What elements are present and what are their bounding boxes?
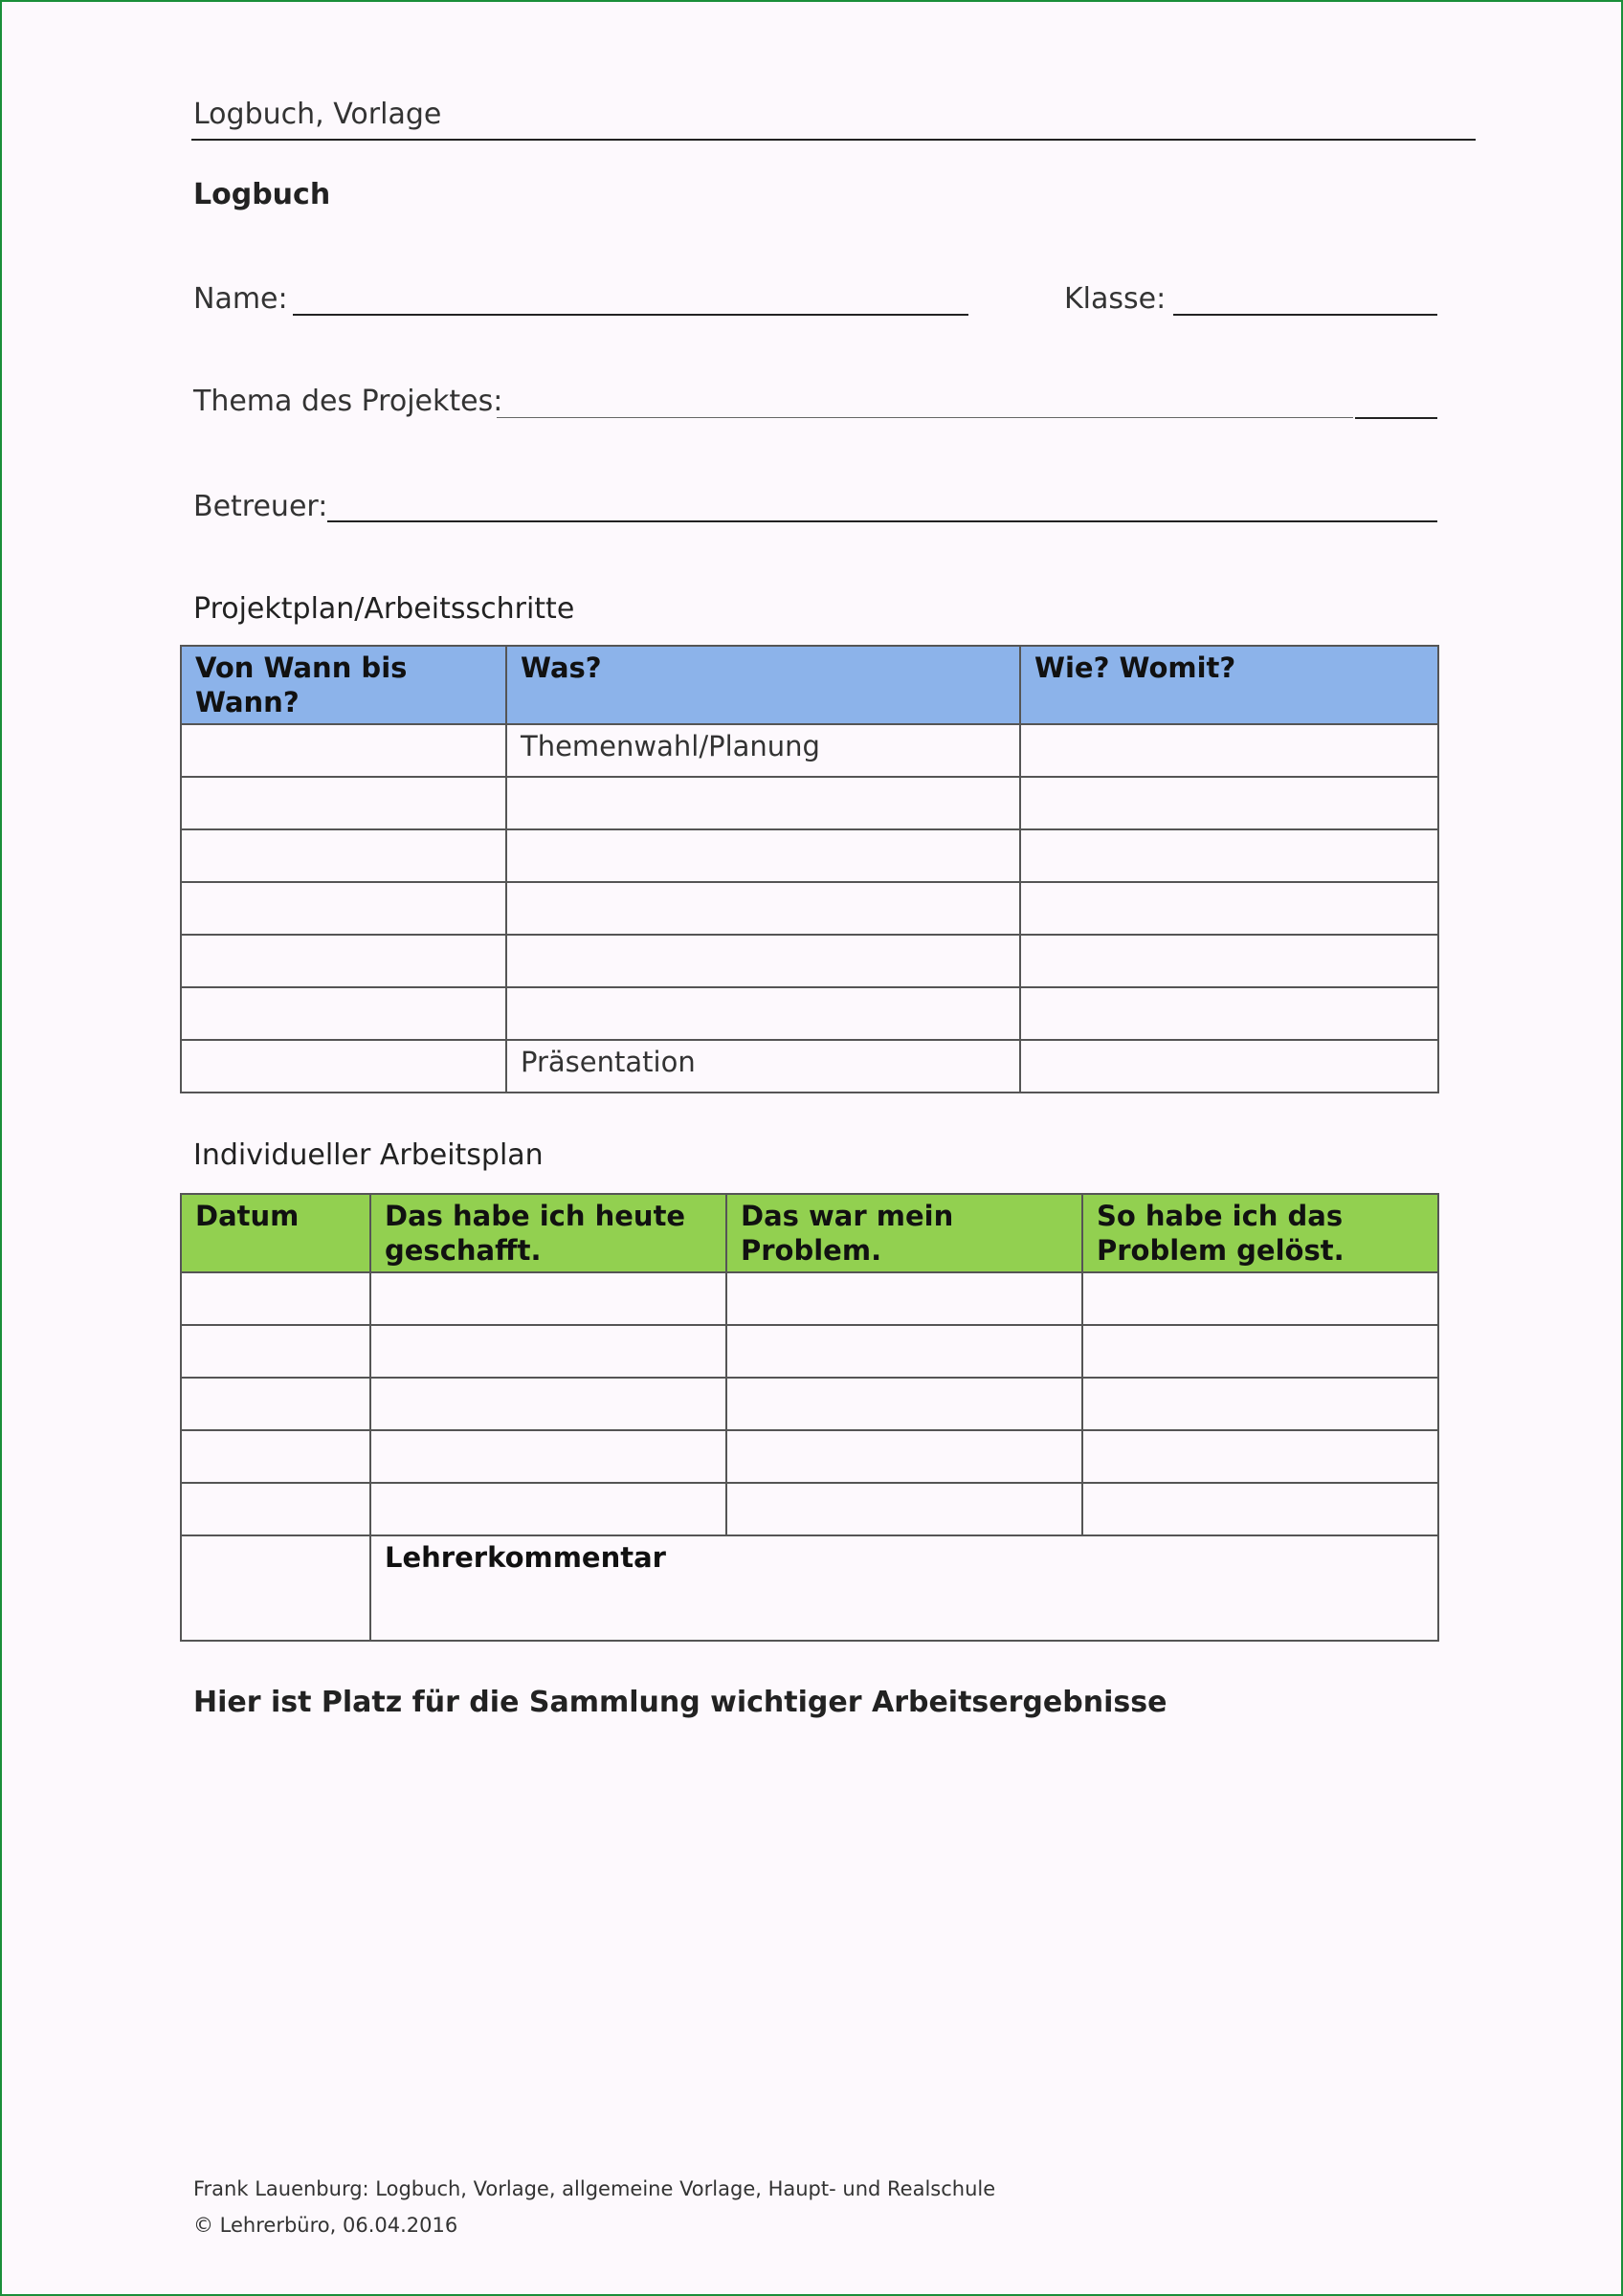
table-cell[interactable] [506, 777, 1020, 829]
table-cell[interactable] [1020, 777, 1438, 829]
table-row [181, 1483, 1438, 1535]
table-row [181, 829, 1438, 882]
table-cell[interactable] [1082, 1325, 1438, 1378]
thema-line-end [1355, 417, 1437, 419]
table-cell[interactable] [1020, 1040, 1438, 1093]
table-cell[interactable] [726, 1378, 1082, 1430]
table-cell[interactable] [181, 724, 506, 777]
table-cell[interactable] [1020, 882, 1438, 935]
table-cell[interactable] [370, 1483, 726, 1535]
table-row [181, 777, 1438, 829]
table-cell[interactable] [506, 935, 1020, 987]
document-title: Logbuch [193, 178, 331, 211]
table-cell[interactable] [726, 1483, 1082, 1535]
table-cell[interactable] [1082, 1378, 1438, 1430]
column-header: Das war mein Problem. [726, 1194, 1082, 1272]
table-cell[interactable] [181, 987, 506, 1040]
table-cell[interactable] [181, 1483, 370, 1535]
table-cell[interactable] [1082, 1483, 1438, 1535]
table-cell[interactable] [181, 1272, 370, 1325]
table-cell[interactable] [370, 1272, 726, 1325]
table-row [181, 987, 1438, 1040]
comment-empty-cell[interactable] [181, 1535, 370, 1641]
table-cell[interactable] [370, 1378, 726, 1430]
table-cell[interactable] [181, 1040, 506, 1093]
thema-line[interactable] [497, 417, 1353, 418]
table-cell[interactable] [181, 882, 506, 935]
betreuer-line[interactable] [327, 520, 1437, 522]
table-header-row [181, 646, 1438, 724]
comment-row [181, 1535, 1438, 1641]
table-cell[interactable] [181, 829, 506, 882]
table-row [181, 1378, 1438, 1430]
footer-credit: Frank Lauenburg: Logbuch, Vorlage, allgemeine Vorlage, Haupt- und Realschule [193, 2177, 996, 2200]
projektplan-table [180, 645, 1439, 1093]
table-cell[interactable] [506, 882, 1020, 935]
table-cell[interactable] [1082, 1430, 1438, 1483]
table-header-row [181, 1194, 1438, 1272]
table-cell[interactable]: Themenwahl/Planung [506, 724, 1020, 777]
table-row [181, 1430, 1438, 1483]
table-cell[interactable] [181, 1430, 370, 1483]
column-header: Von Wann bis Wann? [181, 646, 506, 724]
table-row [181, 882, 1438, 935]
column-header: Was? [506, 646, 1020, 724]
table-cell[interactable] [370, 1430, 726, 1483]
klasse-label: Klasse: [1064, 282, 1167, 316]
table-cell[interactable] [1020, 724, 1438, 777]
lehrerkommentar-cell[interactable]: Lehrerkommentar [370, 1535, 1438, 1641]
table-cell[interactable] [1020, 935, 1438, 987]
header-divider [191, 139, 1476, 141]
table-cell[interactable] [726, 1325, 1082, 1378]
table-cell[interactable] [181, 1325, 370, 1378]
table-cell[interactable] [1082, 1272, 1438, 1325]
arbeitsplan-table [180, 1193, 1439, 1642]
arbeitsplan-title: Individueller Arbeitsplan [193, 1138, 544, 1172]
klasse-line[interactable] [1173, 314, 1437, 316]
table-row [181, 724, 1438, 777]
table-cell[interactable] [506, 829, 1020, 882]
name-label: Name: [193, 282, 288, 316]
column-header: Das habe ich heute geschafft. [370, 1194, 726, 1272]
table-row [181, 1325, 1438, 1378]
table-cell[interactable] [726, 1272, 1082, 1325]
sammlung-title: Hier ist Platz für die Sammlung wichtiger Arbeitsergebnisse [193, 1686, 1167, 1719]
header-title: Logbuch, Vorlage [193, 98, 442, 131]
table-cell[interactable] [726, 1430, 1082, 1483]
projektplan-title: Projektplan/Arbeitsschritte [193, 592, 575, 626]
column-header: So habe ich das Problem gelöst. [1082, 1194, 1438, 1272]
table-cell[interactable] [370, 1325, 726, 1378]
table-cell[interactable] [181, 935, 506, 987]
table-cell[interactable] [1020, 829, 1438, 882]
thema-label: Thema des Projektes: [193, 385, 503, 418]
table-cell[interactable] [181, 1378, 370, 1430]
table-cell[interactable] [181, 777, 506, 829]
table-row [181, 1272, 1438, 1325]
table-cell[interactable] [1020, 987, 1438, 1040]
name-line[interactable] [293, 314, 968, 316]
column-header: Wie? Womit? [1020, 646, 1438, 724]
table-row [181, 1040, 1438, 1093]
column-header: Datum [181, 1194, 370, 1272]
footer-copyright: © Lehrerbüro, 06.04.2016 [193, 2214, 458, 2237]
table-cell[interactable]: Präsentation [506, 1040, 1020, 1093]
table-row [181, 935, 1438, 987]
betreuer-label: Betreuer: [193, 490, 328, 523]
table-cell[interactable] [506, 987, 1020, 1040]
